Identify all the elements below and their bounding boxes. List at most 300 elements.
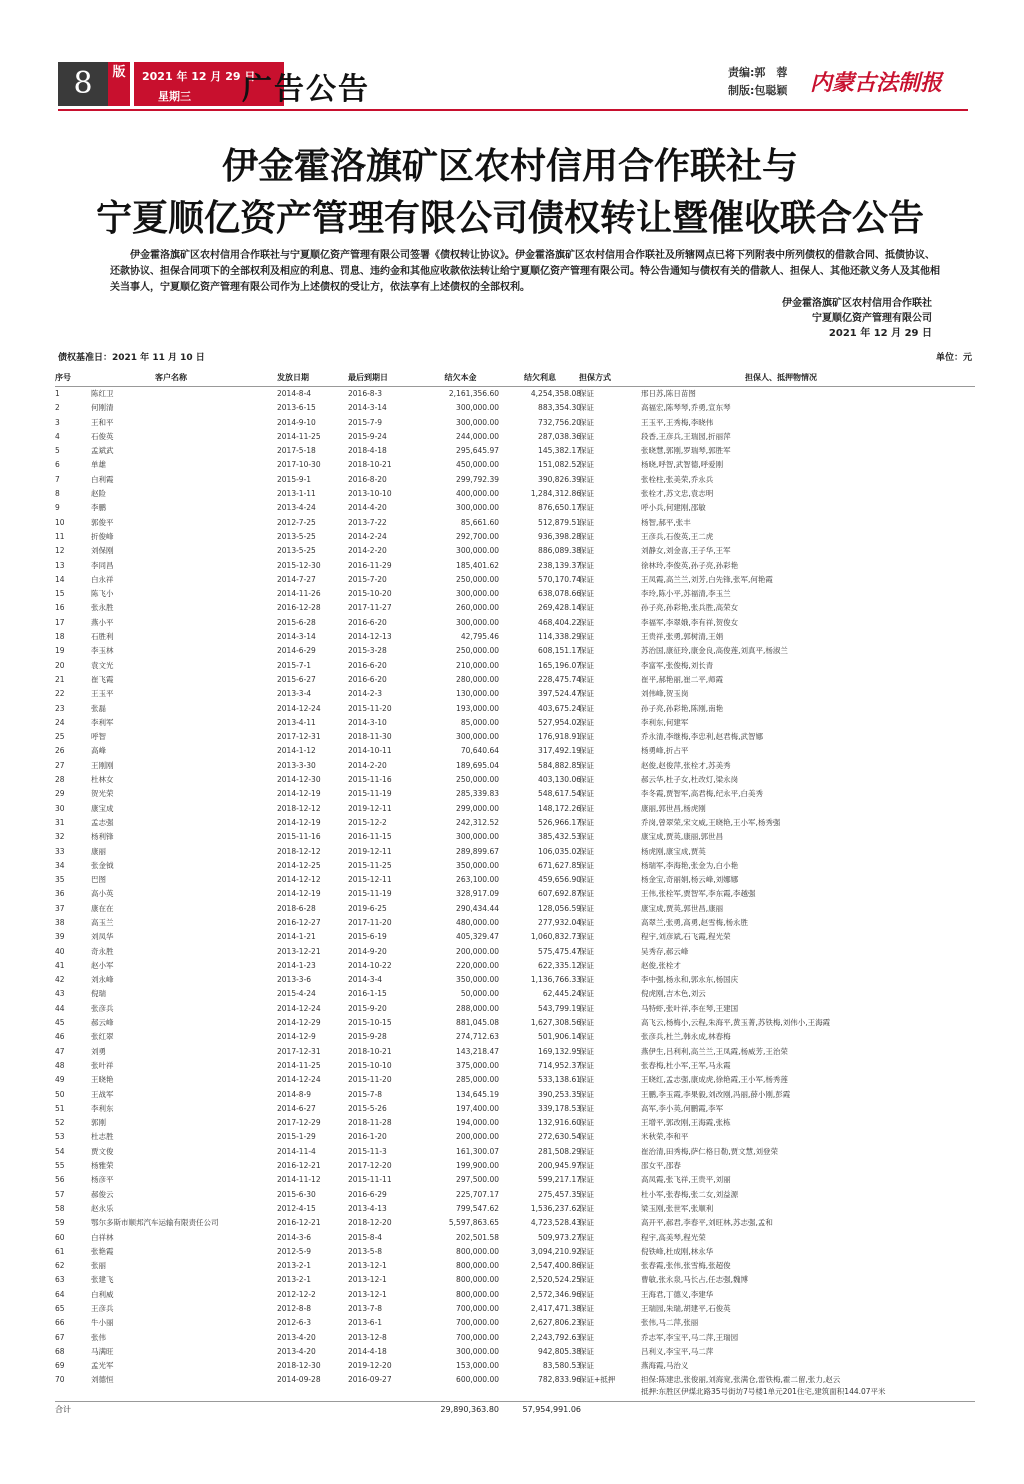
table-cell: 403,130.06: [538, 775, 581, 785]
table-cell: 保证: [579, 1146, 594, 1156]
table-cell: 张艳霞: [91, 1246, 114, 1256]
table-cell: 11: [55, 531, 65, 541]
table-cell: 26: [55, 746, 65, 756]
table-cell: 193,000.00: [456, 703, 499, 713]
table-cell: 保证: [579, 1289, 594, 1299]
table-cell: 李冬霞,贾智军,高君梅,纪永平,白美秀: [641, 789, 764, 799]
table-cell: 2015-5-26: [348, 1103, 387, 1113]
issue-date: 2021 年 12 月 29 日: [142, 70, 256, 83]
table-cell: 4: [55, 431, 60, 441]
table-cell: 保证: [579, 1203, 594, 1213]
table-cell: 王彦兵: [91, 1304, 114, 1313]
masthead: [58, 62, 968, 110]
table-cell: 2015-11-19: [348, 789, 392, 799]
table-total-row: [55, 1401, 975, 1418]
table-cell: 2013-4-13: [348, 1203, 387, 1213]
table-cell: 李同昌: [91, 560, 114, 570]
table-cell: 2016-12-28: [277, 603, 321, 613]
table-cell: 225,707.17: [456, 1189, 499, 1199]
table-cell: 671,627.85: [538, 860, 581, 870]
table-cell: 2012-6-3: [277, 1318, 312, 1328]
table-cell: 2015-11-20: [348, 703, 392, 713]
table-row: [55, 1002, 975, 1016]
table-cell: 保证: [579, 674, 594, 684]
table-cell: 14: [55, 574, 65, 584]
table-cell: 169,132.95: [538, 1046, 581, 1056]
table-row: [55, 487, 975, 501]
table-cell: 2015-11-16: [277, 832, 321, 842]
table-row: [55, 845, 975, 859]
table-cell: 王刚刚: [91, 760, 114, 770]
table-cell: 2013-2-1: [277, 1275, 312, 1285]
table-row: [55, 1188, 975, 1202]
table-cell: 高开平,郝君,李春平,刘旺林,苏志强,孟和: [641, 1218, 773, 1228]
table-cell: 2018-4-18: [348, 446, 387, 456]
table-row: [55, 1102, 975, 1116]
table-cell: 800,000.00: [456, 1289, 499, 1299]
table-cell: 郭刚: [91, 1118, 106, 1128]
table-cell: 2015-9-28: [348, 1032, 387, 1042]
table-cell: 2013-7-8: [348, 1304, 383, 1313]
table-cell: 乔岗,曾翠荣,宋文威,王晓艳,王小军,杨秀强: [641, 817, 781, 827]
table-cell: 2015-12-30: [277, 560, 321, 570]
table-cell: 145,382.17: [538, 446, 581, 456]
table-cell: 250,000.00: [456, 775, 499, 785]
table-cell: 2014-12-13: [348, 632, 392, 642]
table-cell: 杜林女: [91, 775, 114, 785]
table-cell: 2013-12-8: [348, 1332, 387, 1342]
table-cell: 210,000.00: [456, 660, 499, 670]
table-cell: 李玲,陈小平,苏福清,李玉兰: [641, 589, 731, 599]
total-interest: 57,954,991.06: [522, 1405, 581, 1415]
table-row: [55, 544, 975, 558]
table-cell: 保证: [579, 503, 594, 513]
table-header: [55, 372, 975, 387]
table-cell: 保证: [579, 889, 594, 899]
table-row: [55, 1045, 975, 1059]
table-cell: 300,000.00: [456, 617, 499, 627]
table-row: [55, 973, 975, 987]
table-cell: 53: [55, 1132, 65, 1142]
table-cell: 燕伊生,吕利利,高兰兰,王凤霞,杨威芳,王治荣: [641, 1046, 788, 1056]
table-cell: 袁文光: [91, 660, 114, 670]
table-cell: 孙子亮,孙彩艳,张兵胜,高荣女: [641, 603, 739, 613]
table-cell: 张伟,马二萍,张丽: [641, 1318, 699, 1328]
table-row: [55, 630, 975, 644]
table-cell: 2012-4-15: [277, 1203, 316, 1213]
table-cell: 倪虎刚,吉木色,刘云: [641, 989, 706, 999]
table-cell: 295,645.97: [456, 446, 499, 456]
table-row: [55, 916, 975, 930]
table-cell: 199,900.00: [456, 1161, 499, 1171]
table-row: [55, 1016, 975, 1030]
table-cell: 300,000.00: [456, 1346, 499, 1356]
table-row: [55, 887, 975, 901]
table-cell: 张金钺: [91, 860, 114, 870]
table-cell: 马特虾,张叶祥,李在琴,王建国: [641, 1003, 739, 1013]
table-cell: 275,457.35: [538, 1189, 581, 1199]
table-cell: 杨虎刚,康宝成,贾英: [641, 846, 706, 856]
table-cell: 王海君,丁德义,李建华: [641, 1289, 714, 1299]
table-cell: 担保:陈建忠,张俊丽,刘海宽,张满仓,雷铁梅,霍二留,张力,赵云 抵押:东胜区伊煤北路35号街坊7号楼1单元201住宅,建筑面积144.07平米: [641, 1375, 886, 1397]
table-cell: 2013-12-1: [348, 1289, 387, 1299]
table-cell: 张叶祥: [91, 1060, 114, 1070]
table-cell: 2,243,792.63: [530, 1332, 581, 1342]
table-cell: 刘保刚: [91, 546, 114, 556]
table-cell: 保证: [579, 960, 594, 970]
table-cell: 936,398.28: [538, 531, 581, 541]
table-cell: 132,916.60: [538, 1118, 581, 1128]
table-row: [55, 587, 975, 601]
table-cell: 2014-1-12: [277, 746, 316, 756]
table-cell: 保证: [579, 1060, 594, 1070]
table-cell: 2014-8-4: [277, 389, 312, 398]
table-cell: 4,254,358.08: [530, 389, 581, 398]
table-row: [55, 802, 975, 816]
table-cell: 保证: [579, 1003, 594, 1013]
header-cell: 结欠本金: [444, 373, 477, 382]
table-cell: 刘伟峰,贺玉岗: [641, 689, 689, 699]
header-cell: 结欠利息: [524, 373, 556, 382]
table-cell: 康宝成,贾英,郭世昌,康丽: [641, 903, 724, 913]
table-cell: 李玉林: [91, 646, 114, 656]
table-cell: 王玉平: [91, 689, 114, 699]
table-cell: 185,401.62: [456, 560, 499, 570]
table-cell: 倪铁峰,杜成刚,林永华: [641, 1246, 714, 1256]
table-cell: 66: [55, 1318, 65, 1328]
table-cell: 153,000.00: [456, 1361, 499, 1371]
table-cell: 2,572,346.96: [530, 1289, 581, 1299]
table-cell: 700,000.00: [456, 1318, 499, 1328]
table-cell: 459,656.90: [538, 875, 581, 885]
table-cell: 保证: [579, 603, 594, 613]
table-cell: 2,417,471.38: [530, 1304, 581, 1313]
table-cell: 王增平,郭改刚,王海霞,张栋: [641, 1118, 731, 1128]
table-cell: 陈红卫: [91, 389, 114, 398]
table-cell: 2014-12-29: [277, 1018, 321, 1028]
table-cell: 孟志强: [91, 817, 114, 827]
table-cell: 李富军,张俊梅,刘长青: [641, 660, 714, 670]
table-cell: 2014-12-24: [277, 703, 321, 713]
table-cell: 17: [55, 617, 65, 627]
table-cell: 2016-12-27: [277, 917, 321, 927]
table-cell: 2013-5-25: [277, 531, 316, 541]
table-cell: 2015-7-20: [348, 574, 387, 584]
table-cell: 148,172.26: [538, 803, 581, 813]
table-row: [55, 1030, 975, 1044]
table-cell: 2015-9-24: [348, 431, 387, 441]
table-cell: 700,000.00: [456, 1304, 499, 1313]
table-cell: 2012-5-9: [277, 1246, 312, 1256]
table-cell: 石俊英: [91, 431, 114, 441]
table-cell: 2013-4-24: [277, 503, 316, 513]
table-cell: 60: [55, 1232, 65, 1242]
table-cell: 刘永峰: [91, 975, 114, 985]
table-cell: 289,899.67: [456, 846, 499, 856]
table-cell: 2018-12-12: [277, 846, 321, 856]
table-cell: 269,428.14: [538, 603, 581, 613]
table-cell: 2014-1-23: [277, 960, 316, 970]
table-cell: 保证: [579, 1304, 594, 1313]
table-cell: 郝云峰: [91, 1018, 114, 1028]
table-row: [55, 644, 975, 658]
table-cell: 保证: [579, 875, 594, 885]
table-cell: 2018-11-30: [348, 732, 392, 742]
table-cell: 保证: [579, 531, 594, 541]
table-cell: 21: [55, 674, 65, 684]
table-cell: 2013-3-6: [277, 975, 312, 985]
table-cell: 吴秀存,郝云峰: [641, 946, 689, 956]
table-cell: 2014-3-4: [348, 975, 383, 985]
table-row: [55, 930, 975, 944]
table-cell: 2018-11-28: [348, 1118, 392, 1128]
total-label: 合计: [55, 1405, 71, 1415]
table-cell: 徐林玲,李俊英,孙子亮,孙彩艳: [641, 560, 739, 570]
table-cell: 保证: [579, 474, 594, 484]
table-cell: 600,000.00: [456, 1375, 499, 1385]
table-row: [55, 902, 975, 916]
table-cell: 300,000.00: [456, 417, 499, 427]
table-cell: 2014-11-25: [277, 431, 321, 441]
table-cell: 刘德恒: [91, 1375, 114, 1385]
table-cell: 2015-7-1: [277, 660, 312, 670]
table-cell: 2015-11-25: [348, 860, 392, 870]
table-cell: 30: [55, 803, 65, 813]
table-cell: 保证: [579, 903, 594, 913]
table-cell: 曹敏,张永泉,马长占,任志强,魏博: [641, 1275, 749, 1285]
table-cell: 45: [55, 1018, 65, 1028]
table-cell: 67: [55, 1332, 65, 1342]
table-cell: 保证: [579, 1161, 594, 1171]
table-cell: 27: [55, 760, 65, 770]
table-cell: 165,196.07: [538, 660, 581, 670]
table-cell: 2019-6-25: [348, 903, 387, 913]
table-cell: 保证: [579, 632, 594, 642]
table-cell: 2017-12-29: [277, 1118, 321, 1128]
table-cell: 2015-8-4: [348, 1232, 383, 1242]
table-cell: 151,082.52: [538, 460, 581, 470]
table-cell: 292,700.00: [456, 531, 499, 541]
table-cell: 保证: [579, 1232, 594, 1242]
table-cell: 2015-9-20: [348, 1003, 387, 1013]
table-cell: 7: [55, 474, 60, 484]
table-cell: 44: [55, 1003, 65, 1013]
table-cell: 622,335.12: [538, 960, 581, 970]
table-row: [55, 1273, 975, 1287]
table-cell: 2014-12-24: [277, 1075, 321, 1085]
table-cell: 保证: [579, 1246, 594, 1256]
table-cell: 300,000.00: [456, 832, 499, 842]
table-cell: 保证: [579, 446, 594, 456]
table-cell: 2014-2-3: [348, 689, 383, 699]
table-cell: 55: [55, 1161, 65, 1171]
table-row: [55, 1130, 975, 1144]
table-cell: 50: [55, 1089, 65, 1099]
table-cell: 2019-12-11: [348, 846, 392, 856]
base-date: 债权基准日：2021 年 11 月 10 日: [58, 353, 205, 363]
table-row: [55, 659, 975, 673]
table-cell: 张彦兵,杜兰,韩永成,林春梅: [641, 1032, 731, 1042]
table-row: [55, 1259, 975, 1273]
table-cell: 2018-10-21: [348, 1046, 392, 1056]
table-cell: 张彦兵: [91, 1003, 114, 1013]
table-cell: 238,139.37: [538, 560, 581, 570]
table-cell: 2018-12-12: [277, 803, 321, 813]
table-cell: 张红翠: [91, 1032, 114, 1042]
table-cell: 68: [55, 1346, 65, 1356]
table-row: [55, 744, 975, 758]
table-cell: 王晓红,孟志强,康成虎,徐艳霞,王小军,杨秀莲: [641, 1075, 788, 1085]
table-cell: 张磊: [91, 703, 106, 713]
table-cell: 王晓艳: [91, 1075, 114, 1085]
table-cell: 189,695.04: [456, 760, 499, 770]
table-row: [55, 1202, 975, 1216]
table-cell: 2012-12-2: [277, 1289, 316, 1299]
table-cell: 34: [55, 860, 65, 870]
table-cell: 2013-12-21: [277, 946, 321, 956]
table-row: [55, 516, 975, 530]
table-cell: 69: [55, 1361, 65, 1371]
table-cell: 2015-10-15: [348, 1018, 392, 1028]
table-row: [55, 1331, 975, 1345]
table-cell: 62,445.24: [542, 989, 581, 999]
table-cell: 刘凤华: [91, 932, 114, 942]
table-cell: 527,954.02: [538, 717, 581, 727]
table-cell: 2018-12-20: [348, 1218, 392, 1228]
table-cell: 王贵祥,张勇,郭树清,王娟: [641, 632, 724, 642]
table-cell: 54: [55, 1146, 65, 1156]
table-cell: 2017-11-27: [348, 603, 392, 613]
table-cell: 2014-10-11: [348, 746, 392, 756]
table-row: [55, 1231, 975, 1245]
newspaper-logo: 内蒙古法制报: [810, 70, 943, 96]
table-cell: 46: [55, 1032, 65, 1042]
table-cell: 2014-12-9: [277, 1032, 316, 1042]
table-cell: 2014-11-26: [277, 589, 321, 599]
table-cell: 2019-12-20: [348, 1361, 392, 1371]
table-row: [55, 559, 975, 573]
table-cell: 白利霞: [91, 474, 114, 484]
table-cell: 12: [55, 546, 65, 556]
unit-label: 单位：元: [935, 353, 972, 363]
table-cell: 2014-9-20: [348, 946, 387, 956]
table-cell: 赵小军: [91, 960, 114, 970]
table-cell: 575,475.47: [538, 946, 581, 956]
table-cell: 1,284,312.86: [530, 489, 581, 499]
table-cell: 保证: [579, 417, 594, 427]
table-row: [55, 1059, 975, 1073]
header-cell: 客户名称: [155, 373, 187, 382]
table-cell: 2014-3-14: [277, 632, 316, 642]
table-cell: 3: [55, 417, 60, 427]
table-cell: 2014-3-6: [277, 1232, 312, 1242]
table-cell: 2014-7-27: [277, 574, 316, 584]
table-cell: 保证: [579, 1261, 594, 1271]
table-cell: 570,170.74: [538, 574, 581, 584]
table-cell: 194,000.00: [456, 1118, 499, 1128]
table-cell: 2016-1-15: [348, 989, 387, 999]
table-cell: 49: [55, 1075, 65, 1085]
table-cell: 19: [55, 646, 65, 656]
table-cell: 2013-2-1: [277, 1261, 312, 1271]
table-cell: 杨利锋: [91, 832, 114, 842]
table-cell: 800,000.00: [456, 1246, 499, 1256]
masthead-rule: [58, 109, 968, 111]
table-cell: 200,000.00: [456, 946, 499, 956]
table-cell: 942,805.38: [538, 1346, 581, 1356]
table-cell: 263,100.00: [456, 875, 499, 885]
table-cell: 200,000.00: [456, 1132, 499, 1142]
table-cell: 114,338.29: [538, 632, 581, 642]
table-cell: 2017-5-18: [277, 446, 316, 456]
table-cell: 280,000.00: [456, 674, 499, 684]
producer-name: 制版:包聪颖: [728, 84, 788, 97]
table-cell: 保证: [579, 389, 594, 398]
table-cell: 保证: [579, 1018, 594, 1028]
table-cell: 杨勇峰,折占平: [641, 746, 689, 756]
table-row: [55, 530, 975, 544]
table-cell: 2015-6-30: [277, 1189, 316, 1199]
table-cell: 2014-12-25: [277, 860, 321, 870]
issue-weekday: 星期三: [158, 90, 191, 103]
table-cell: 梁玉刚,张世军,张顺利: [641, 1203, 714, 1213]
table-cell: 106,035.02: [538, 846, 581, 856]
table-cell: 保证: [579, 1275, 594, 1285]
table-cell: 保证: [579, 832, 594, 842]
table-cell: 孟斌武: [91, 446, 114, 456]
table-cell: 王鹏,李玉霞,李果毅,刘改刚,冯丽,薛小刚,彭霞: [641, 1089, 791, 1099]
table-cell: 保证: [579, 760, 594, 770]
table-cell: 128,056.59: [538, 903, 581, 913]
table-cell: 2017-12-31: [277, 1046, 321, 1056]
table-cell: 1: [55, 389, 60, 398]
table-cell: 2014-3-14: [348, 403, 387, 413]
table-cell: 228,475.74: [538, 674, 581, 684]
table-cell: 638,078.66: [538, 589, 581, 599]
table-cell: 倪瑞: [91, 989, 106, 999]
table-row: [55, 687, 975, 701]
table-cell: 501,906.14: [538, 1032, 581, 1042]
table-cell: 2017-12-20: [348, 1161, 392, 1171]
table-cell: 康丽,郭世昌,杨虎刚: [641, 803, 706, 813]
table-row: [55, 1288, 975, 1302]
table-cell: 8: [55, 489, 60, 499]
table-cell: 保证: [579, 803, 594, 813]
table-cell: 274,712.63: [456, 1032, 499, 1042]
table-cell: 10: [55, 517, 65, 527]
table-cell: 390,253.35: [538, 1089, 581, 1099]
table-cell: 保证: [579, 560, 594, 570]
table-cell: 512,879.51: [538, 517, 581, 527]
table-cell: 呼智: [91, 732, 106, 742]
table-cell: 2014-2-20: [348, 760, 387, 770]
table-cell: 220,000.00: [456, 960, 499, 970]
table-row: [55, 601, 975, 615]
table-row: [55, 473, 975, 487]
header-cell: 最后到期日: [348, 373, 388, 382]
table-cell: 2013-4-20: [277, 1332, 316, 1342]
debt-table: [55, 372, 975, 1418]
table-cell: 285,339.83: [456, 789, 499, 799]
table-cell: 保证: [579, 775, 594, 785]
table-cell: 王伟,张栓军,贾智军,李东霞,李越强: [641, 889, 756, 899]
table-cell: 202,501.58: [456, 1232, 499, 1242]
table-cell: 张春霞,张伟,张雪梅,张超俊: [641, 1261, 731, 1271]
table-cell: 杨金宝,奇丽娟,杨云峰,刘娜娜: [641, 875, 739, 885]
table-cell: 28: [55, 775, 65, 785]
table-row: [55, 501, 975, 515]
table-cell: 64: [55, 1289, 65, 1299]
